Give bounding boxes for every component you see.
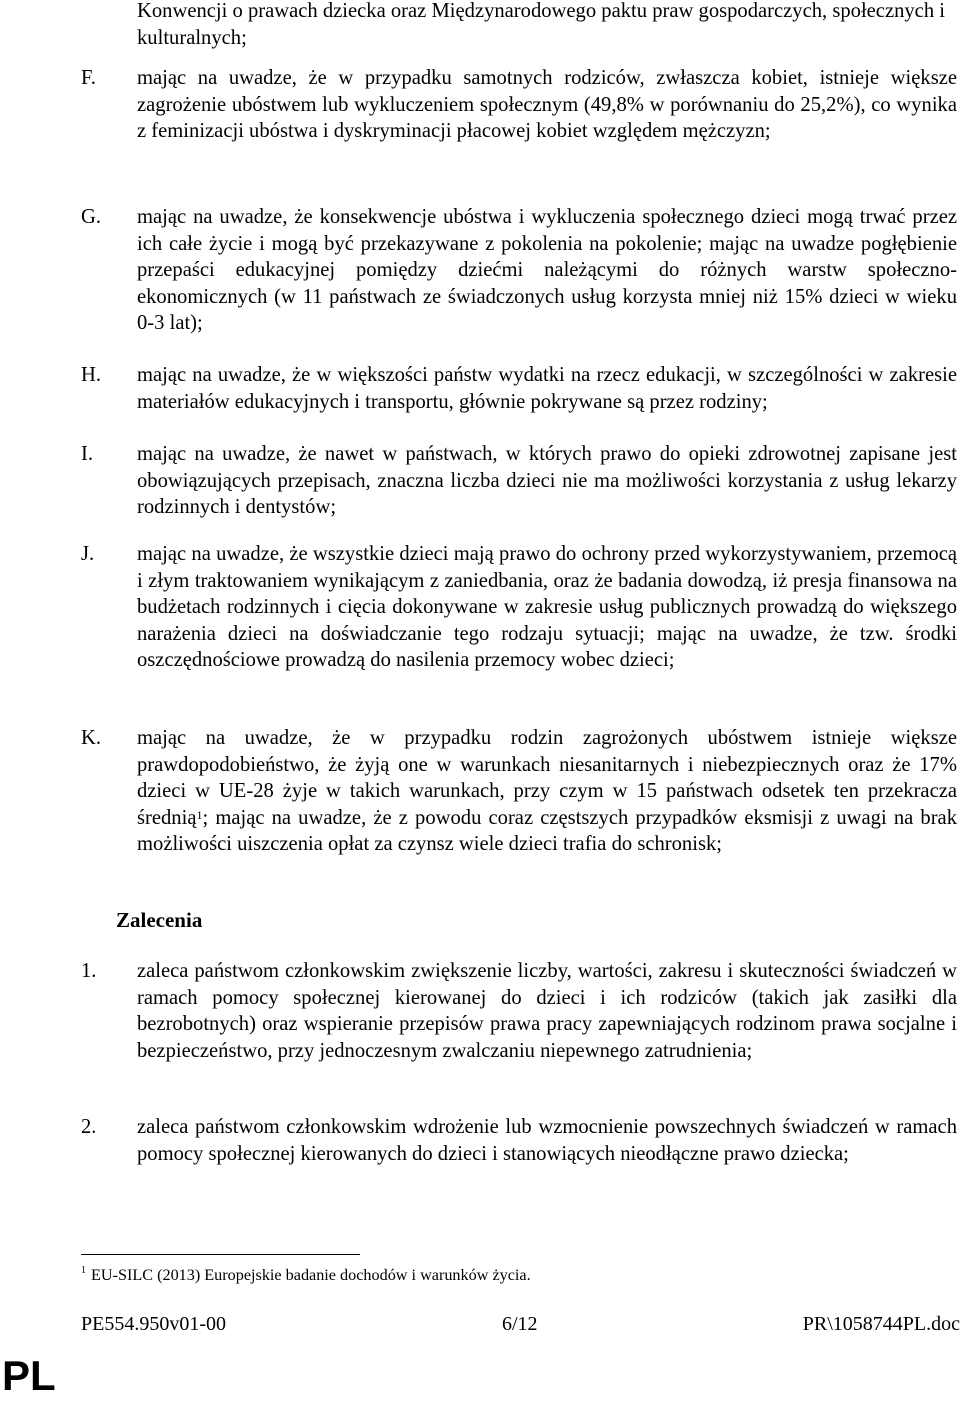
recommendation-label: 2.	[81, 1116, 97, 1138]
recital-text: mając na uwadze, że wszystkie dzieci mają prawo do ochrony przed wykorzystywaniem, przemocą i złym traktowaniem wynikającym z zaniedbania, oraz że badania dowodzą, iż presja finansowa na budżetach rodzinnych i cięcia dokonywane w zakresie usług publicznych prowadzą do większego narażenia dzieci na doświadczanie tego rodzaju sytuacji; mając na uwadze, że tzw. środki oszczędnościowe prowadzą do nasilenia przemocy wobec dzieci;	[137, 543, 957, 672]
footnote-text: EU-SILC (2013) Europejskie badanie dochodów i warunków życia.	[91, 1266, 531, 1284]
recommendations-heading: Zalecenia	[116, 908, 203, 932]
recital-label: F.	[81, 67, 96, 89]
footer-reference: PE554.950v01-00	[81, 1313, 226, 1335]
recital-label: G.	[81, 206, 102, 228]
recital-text-after: ; mając na uwadze, że z powodu coraz częstszych przypadków eksmisji z uwagi na brak możliwości uiszczenia opłat za czynsz wiele dzieci trafia do schronisk;	[137, 806, 957, 856]
recommendation-text: zaleca państwom członkowskim wdrożenie lub wzmocnienie powszechnych świadczeń w ramach pomocy społecznej kierowanych do dzieci i stanowiących nieodłączne prawo dziecka;	[137, 1116, 957, 1165]
intro-continuation: Konwencji o prawach dziecka oraz Międzynarodowego paktu praw gospodarczych, społecznych i kulturalnych;	[137, 0, 945, 49]
footnote-reference[interactable]: 1	[196, 807, 203, 822]
footer-page-number: 6/12	[502, 1313, 538, 1335]
recommendation-label: 1.	[81, 960, 97, 982]
recital-label: I.	[81, 443, 94, 465]
recital-text-before: mając na uwadze, że w przypadku rodzin zagrożonych ubóstwem istnieje większe prawdopodobieństwo, że żyją one w warunkach niesanitarnych i niebezpiecznych oraz że 17% dzieci w UE-28 żyje w takich warunkach, przy czym w 15 państwach odsetek ten przekracza średnią	[137, 727, 957, 829]
recommendation-text: zaleca państwom członkowskim zwiększenie liczby, wartości, zakresu i skuteczności świadczeń w ramach pomocy społecznej kierowanej do dzieci i ich rodziców (takich jak zasiłki dla bezrobotnych) oraz wspieranie przepisów prawa pracy zapewniających rodzinom prawa socjalne i bezpieczeństwo, przy jednoczesnym zwalczaniu niepewnego zatrudnienia;	[137, 960, 957, 1062]
recital-text: mając na uwadze, że konsekwencje ubóstwa i wykluczenia społecznego dzieci mogą trwać przez ich całe życie i mogą być przekazywane z pokolenia na pokolenie; mając na uwadze pogłębienie przepaści edukacyjnej pomiędzy dziećmi należącymi do różnych warstw społeczno-ekonomicznych (w 11 państwach ze świadczonych usług korzysta mniej niż 15% dzieci w wieku 0-3 lat);	[137, 206, 957, 335]
recital-text	[137, 725, 957, 858]
recital-text: mając na uwadze, że w przypadku samotnych rodziców, zwłaszcza kobiet, istnieje większe zagrożenie ubóstwem lub wykluczeniem społecznym (49,8% w porównaniu do 25,2%), co wynika z feminizacji ubóstwa i dyskryminacji płacowej kobiet względem mężczyzn;	[137, 67, 957, 143]
recital-label: J.	[81, 543, 95, 565]
recital-text: mając na uwadze, że w większości państw wydatki na rzecz edukacji, w szczególności w zakresie materiałów edukacyjnych i transportu, głównie pokrywane są przez rodziny;	[137, 364, 957, 413]
recital-label: K.	[81, 727, 102, 749]
footnote-separator	[81, 1254, 360, 1255]
footnote-number: 1	[81, 1265, 86, 1276]
language-tag: PL	[2, 1352, 56, 1399]
recital-label: H.	[81, 364, 102, 386]
footer-document-name: PR\1058744PL.doc	[802, 1313, 960, 1335]
recital-text: mając na uwadze, że nawet w państwach, w których prawo do opieki zdrowotnej zapisane jest obowiązujących przepisach, znaczna liczba dzieci nie ma możliwości korzystania z usług lekarzy rodzinnych i dentystów;	[137, 443, 957, 519]
footnote	[81, 1265, 531, 1285]
